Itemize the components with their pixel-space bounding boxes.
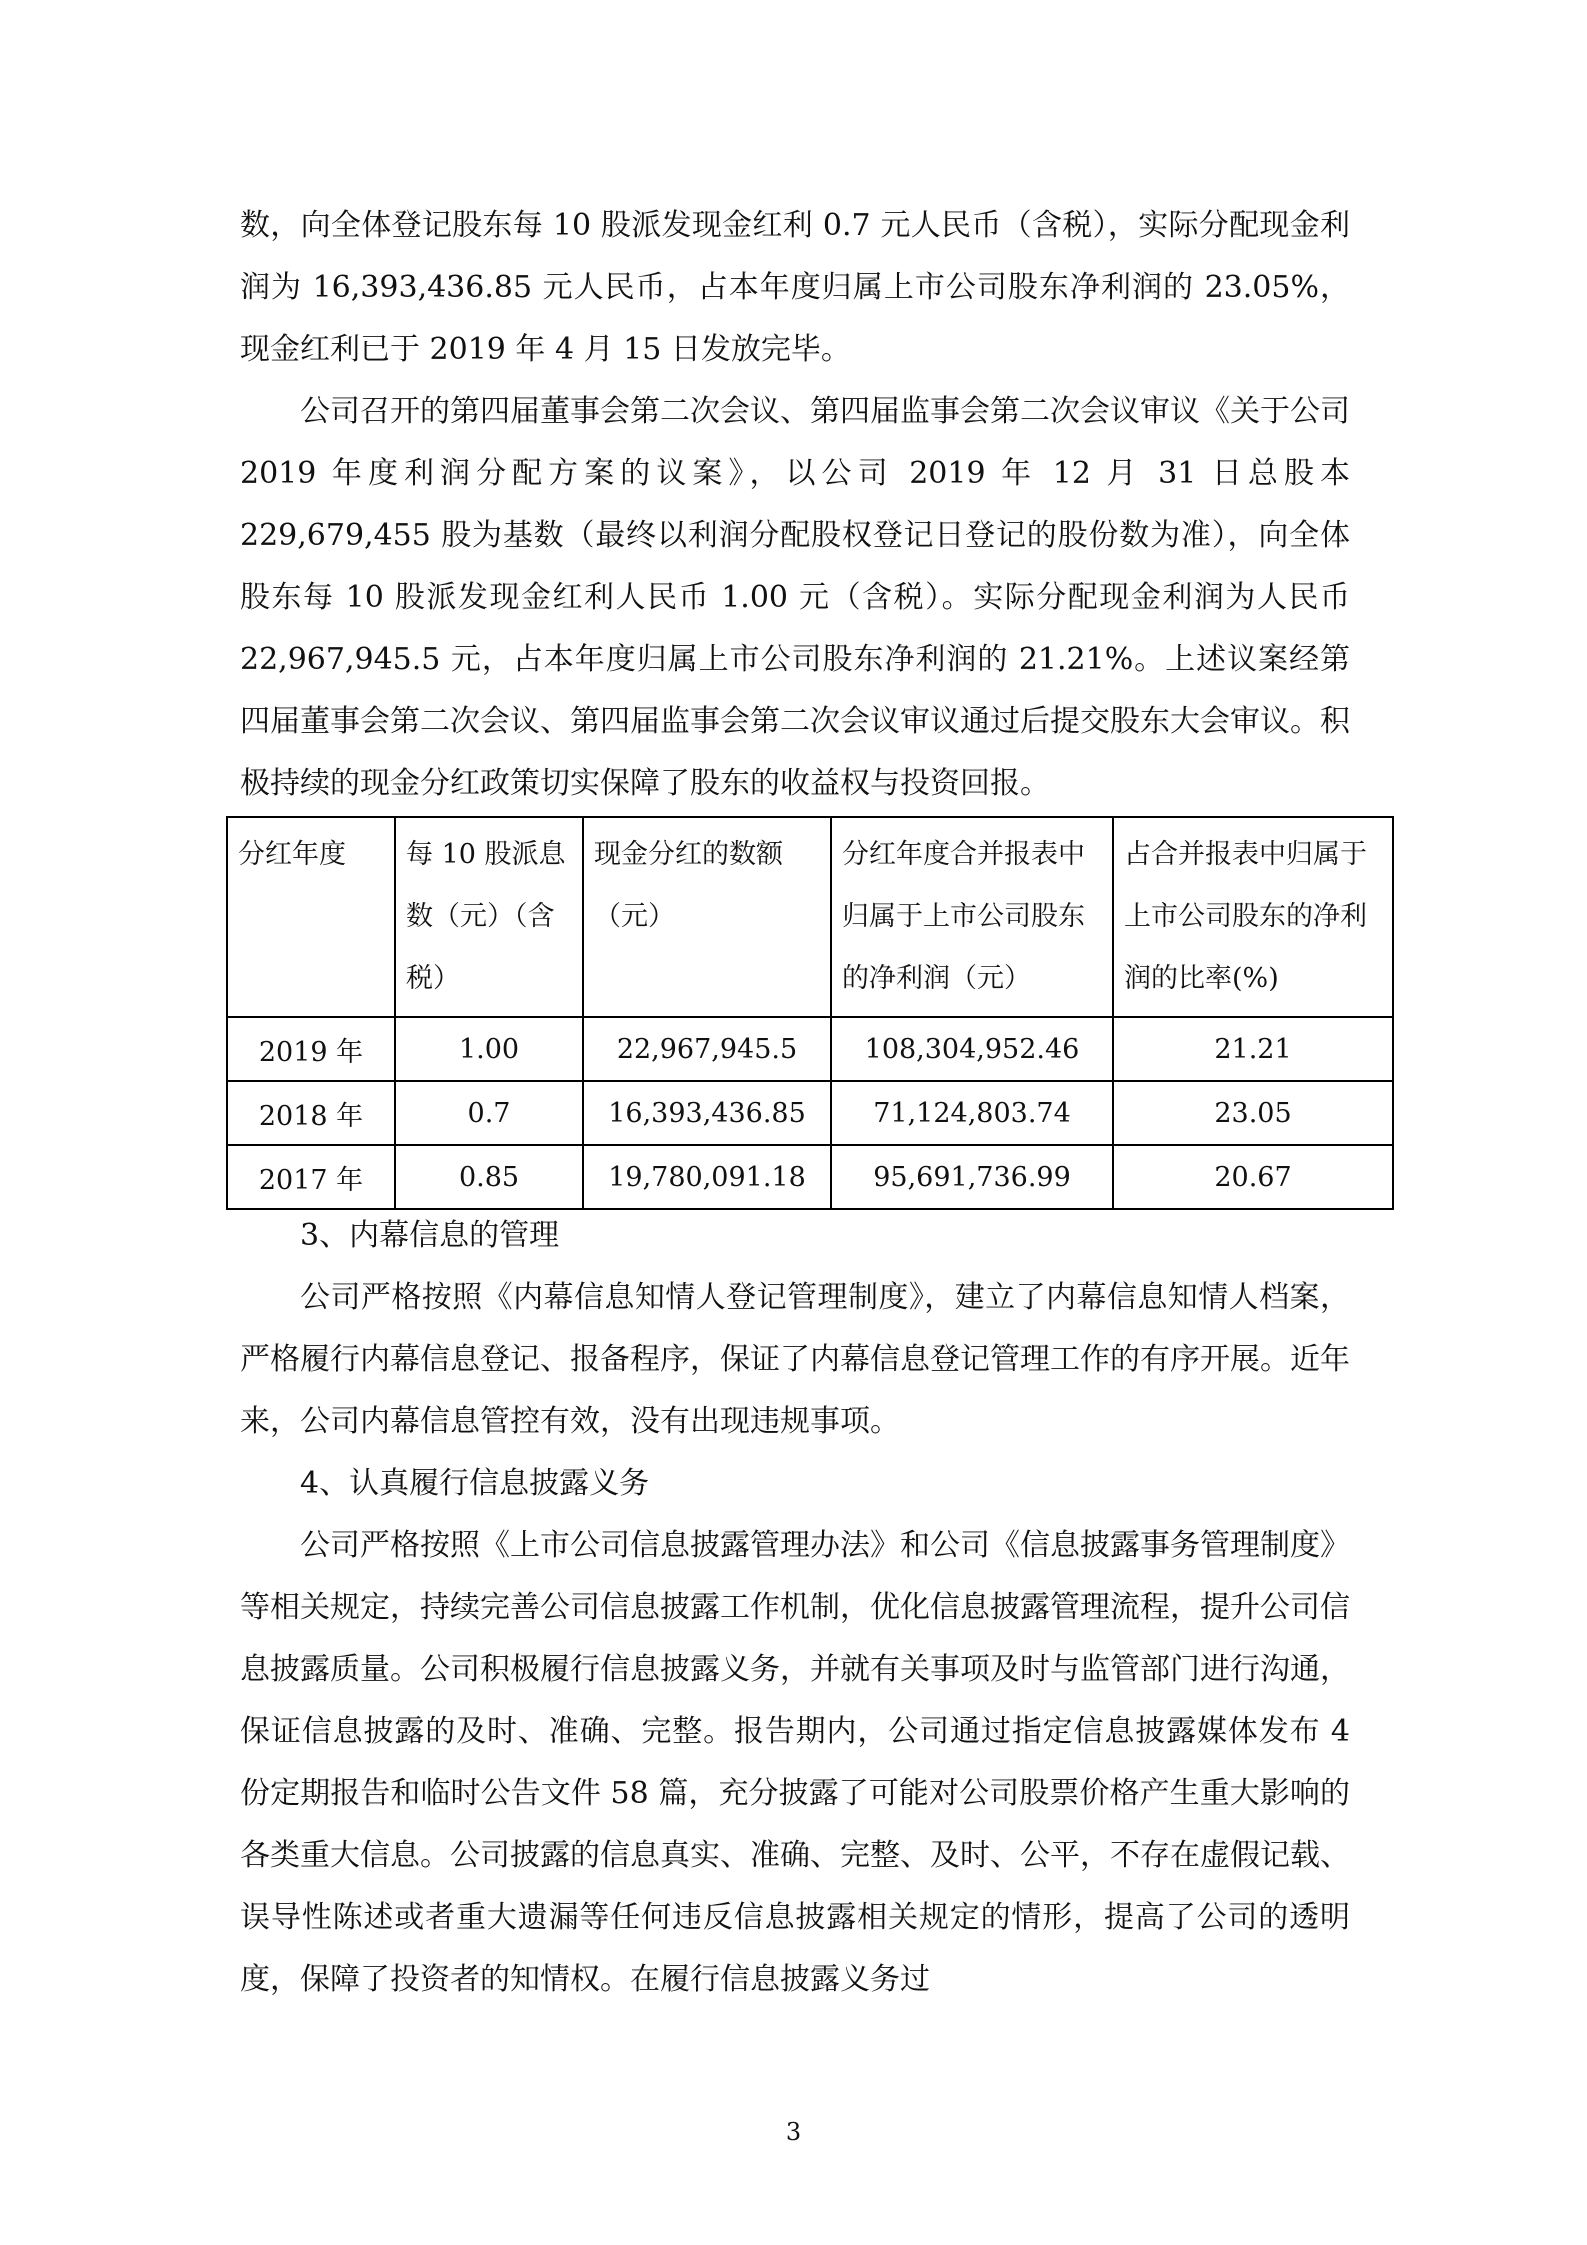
paragraph-2019-dividend: 公司召开的第四届董事会第二次会议、第四届监事会第二次会议审议《关于公司 2019 年度利润分配方案的议案》，以公司 2019 年 12 月 31 日总股本 229,679,455 股为基数（最终以利润分配股权登记日登记的股份数为准），向全体股东每 10 股派发现金红利人民币 1.00 元（含税）。实际分配现金利润为人民币 22,967,945.5 元，占本年度归属上市公司股东净利润的 21.21%。上述议案经第四届董事会第二次会议、第四届监事会第二次会议审议通过后提交股东大会审议。积极持续的现金分红政策切实保障了股东的收益权与投资回报。 — [240, 394, 1350, 801]
dividend-text-block — [240, 195, 1350, 815]
table-row — [227, 1017, 1393, 1081]
cell-net-profit: 95,691,736.99 — [831, 1145, 1113, 1209]
header-net-profit: 分红年度合并报表中归属于上市公司股东的净利润（元） — [831, 817, 1113, 1017]
header-ratio: 占合并报表中归属于上市公司股东的净利润的比率(%) — [1113, 817, 1393, 1017]
dividend-table — [226, 816, 1394, 1210]
page-number: 3 — [785, 2118, 802, 2146]
cell-net-profit: 71,124,803.74 — [831, 1081, 1113, 1145]
header-per-10-shares: 每 10 股派息数（元）（含税） — [395, 817, 583, 1017]
table-header-row — [227, 817, 1393, 1017]
table-row — [227, 1145, 1393, 1209]
cell-ratio: 23.05 — [1113, 1081, 1393, 1145]
cell-cash: 19,780,091.18 — [583, 1145, 831, 1209]
cell-net-profit: 108,304,952.46 — [831, 1017, 1113, 1081]
cell-ratio: 20.67 — [1113, 1145, 1393, 1209]
paragraph-2018-dividend: 数，向全体登记股东每 10 股派发现金红利 0.7 元人民币（含税），实际分配现金利润为 16,393,436.85 元人民币，占本年度归属上市公司股东净利润的 23.05%，现金红利已于 2019 年 4 月 15 日发放完毕。 — [240, 208, 1350, 367]
cell-per-10: 0.7 — [395, 1081, 583, 1145]
section-3-heading: 3、内幕信息的管理 — [300, 1218, 560, 1253]
cell-year: 2017 年 — [227, 1145, 395, 1209]
cell-per-10: 0.85 — [395, 1145, 583, 1209]
header-cash-dividend-amount: 现金分红的数额（元） — [583, 817, 831, 1017]
cell-cash: 16,393,436.85 — [583, 1081, 831, 1145]
section-4-body: 公司严格按照《上市公司信息披露管理办法》和公司《信息披露事务管理制度》等相关规定，持续完善公司信息披露工作机制，优化信息披露管理流程，提升公司信息披露质量。公司积极履行信息披露义务，并就有关事项及时与监管部门进行沟通，保证信息披露的及时、准确、完整。报告期内，公司通过指定信息披露媒体发布 4 份定期报告和临时公告文件 58 篇，充分披露了可能对公司股票价格产生重大影响的各类重大信息。公司披露的信息真实、准确、完整、及时、公平，不存在虚假记载、误导性陈述或者重大遗漏等任何违反信息披露相关规定的情形，提高了公司的透明度，保障了投资者的知情权。在履行信息披露义务过 — [240, 1528, 1350, 1997]
section-3-body: 公司严格按照《内幕信息知情人登记管理制度》，建立了内幕信息知情人档案，严格履行内幕信息登记、报备程序，保证了内幕信息登记管理工作的有序开展。近年来，公司内幕信息管控有效，没有出现违规事项。 — [240, 1280, 1350, 1439]
cell-cash: 22,967,945.5 — [583, 1017, 831, 1081]
cell-ratio: 21.21 — [1113, 1017, 1393, 1081]
section-4-heading: 4、认真履行信息披露义务 — [300, 1466, 650, 1501]
cell-year: 2019 年 — [227, 1017, 395, 1081]
sections-text-block — [240, 1205, 1350, 2011]
cell-per-10: 1.00 — [395, 1017, 583, 1081]
header-dividend-year: 分红年度 — [227, 817, 395, 1017]
cell-year: 2018 年 — [227, 1081, 395, 1145]
table-row — [227, 1081, 1393, 1145]
